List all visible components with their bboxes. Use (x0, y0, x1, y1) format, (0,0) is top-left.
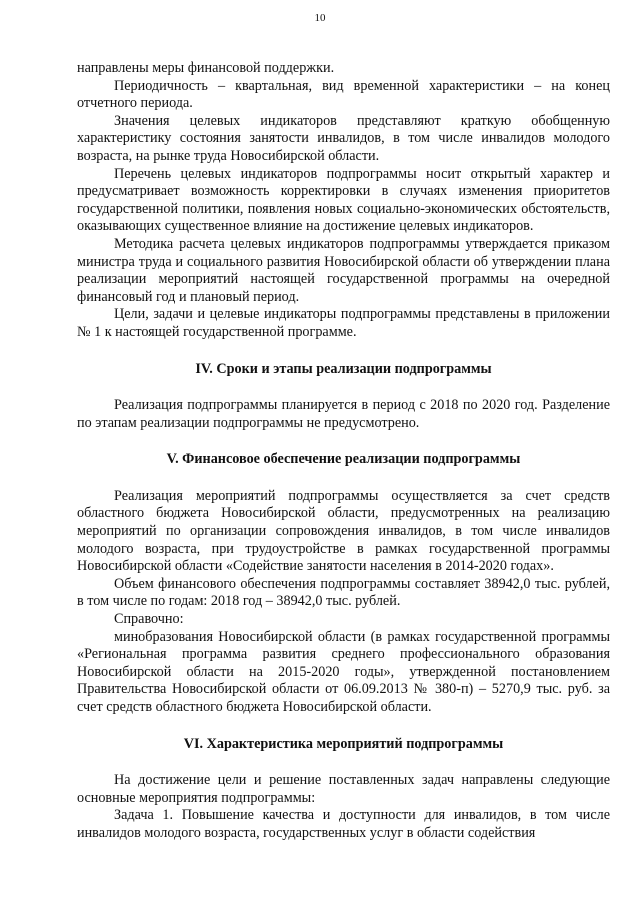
document-body (77, 60, 610, 843)
paragraph: Значения целевых индикаторов представляют краткую обобщенную характеристику состояния занятости инвалидов, в том числе инвалидов молодого возраста, на рынке труда Новосибирской области. (77, 112, 610, 164)
paragraph: Задача 1. Повышение качества и доступности для инвалидов, в том числе инвалидов молодого возраста, государственных услуг в области содействия (77, 807, 610, 841)
page-number: 10 (314, 12, 326, 24)
paragraph: Методика расчета целевых индикаторов подпрограммы утверждается приказом министра труда и социального развития Новосибирской области об утверждении плана реализации мероприятий настоящей государственной программы на очередной финансовый год и плановый период. (77, 235, 610, 305)
paragraph: Реализация мероприятий подпрограммы осуществляется за счет средств областного бюджета Новосибирской области, предусмотренных на реализацию мероприятий по организации сопровождения инвалидов, в том числе инвалидов молодого возраста, при трудоустройстве в рамках государственной программы Новосибирской области «Содействие занятости населения в 2014-2020 годах». (77, 487, 610, 575)
paragraph: минобразования Новосибирской области (в рамках государственной программы «Региональная программа развития среднего профессионального образования Новосибирской области на 2015-2020 годы», утвержденной постановлением Правительства Новосибирской области от 06.09.2013 № 380-п) – 5270,9 тыс. руб. за счет средств областного бюджета Новосибирской области. (77, 628, 610, 715)
paragraph: Цели, задачи и целевые индикаторы подпрограммы представлены в приложении № 1 к настоящей государственной программе. (77, 306, 610, 340)
paragraph: Объем финансового обеспечения подпрограммы составляет 38942,0 тыс. рублей, в том числе по годам: 2018 год – 38942,0 тыс. рублей. (77, 575, 610, 610)
paragraph: Реализация подпрограммы планируется в период с 2018 по 2020 год. Разделение по этапам реализации подпрограммы не предусмотрено. (77, 397, 610, 431)
paragraph: направлены меры финансовой поддержки. (77, 60, 335, 76)
paragraph: Перечень целевых индикаторов подпрограммы носит открытый характер и предусматривает возможность корректировки в случаях изменения приоритетов государственной политики, появления новых социально-экономических обстоятельств, оказывающих существенное влияние на достижение целевых индикаторов. (77, 165, 610, 235)
paragraph: Периодичность – квартальная, вид временной характеристики – на конец отчетного периода. (77, 77, 610, 112)
paragraph: Справочно: (114, 611, 184, 628)
section-heading: VI. Характеристика мероприятий подпрограммы (183, 735, 504, 752)
section-heading: IV. Сроки и этапы реализации подпрограммы (195, 360, 492, 377)
paragraph: На достижение цели и решение поставленных задач направлены следующие основные мероприятия подпрограммы: (77, 772, 610, 806)
section-heading: V. Финансовое обеспечение реализации подпрограммы (166, 451, 521, 468)
